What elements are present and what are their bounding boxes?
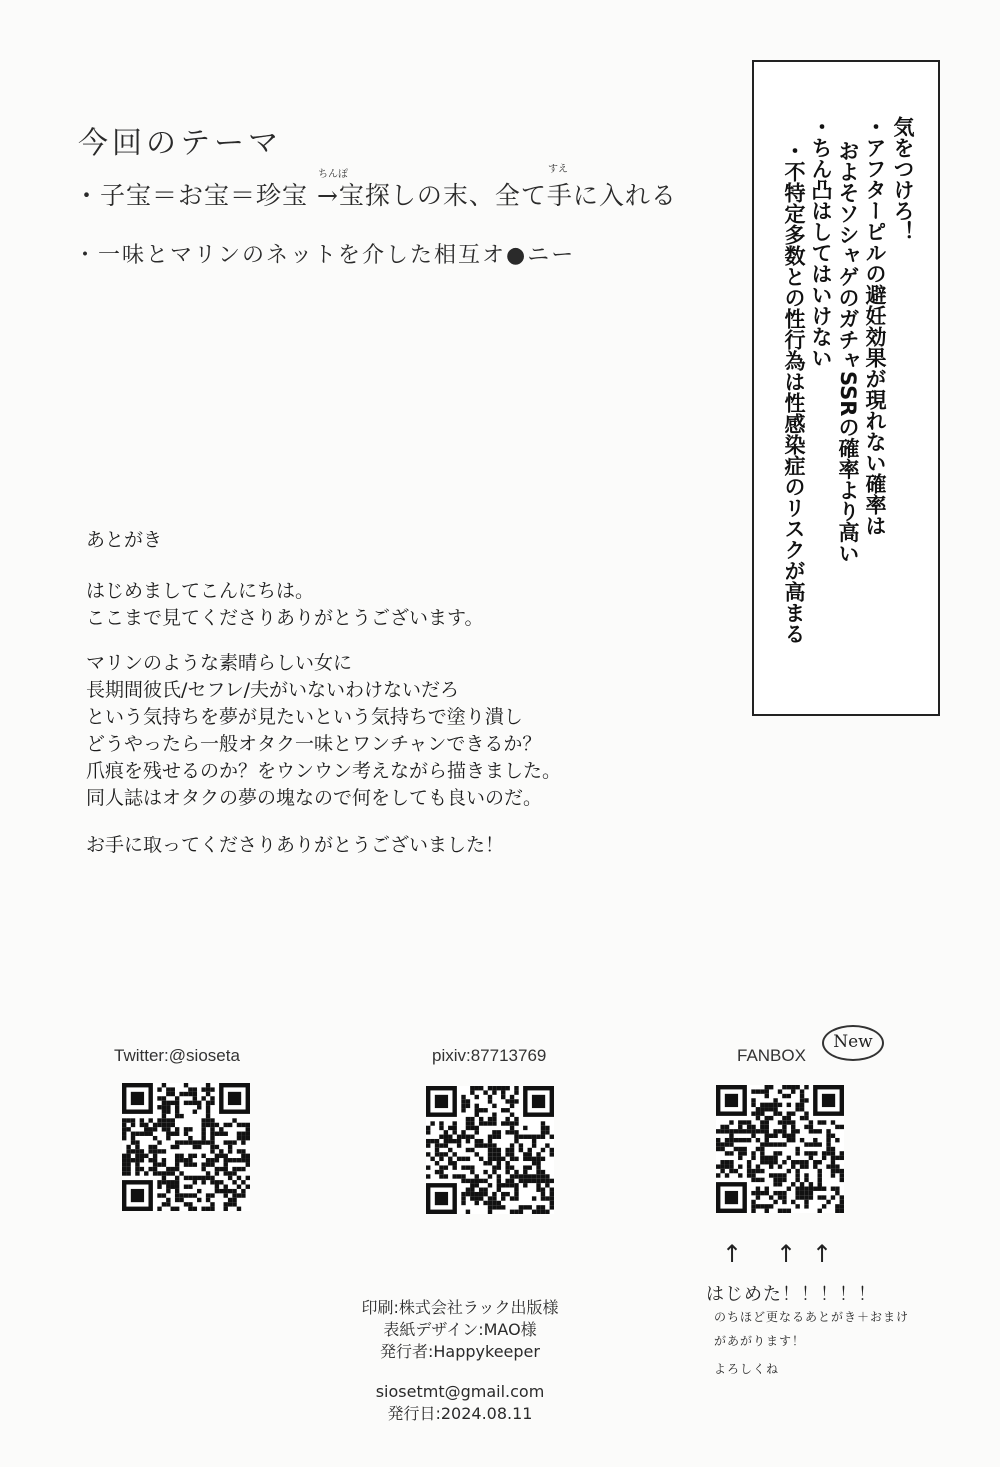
warning-heading: 気をつけろ！ xyxy=(891,116,915,242)
pixiv-label: pixiv:87713769 xyxy=(432,1046,547,1065)
up-arrow-icon: ↑ xyxy=(776,1240,797,1268)
fanbox-note-line-4: よろしくね xyxy=(714,1362,780,1376)
afterword-thanks: お手に取ってくださりありがとうございました！ xyxy=(86,834,505,856)
twitter-label: Twitter:@sioseta xyxy=(114,1046,240,1065)
colophon-printer: 印刷:株式会社ラック出版様 xyxy=(361,1298,559,1317)
pixiv-qr-code-icon[interactable] xyxy=(426,1086,554,1214)
up-arrow-icon: ↑ xyxy=(812,1240,833,1268)
warning-item-2: ・ちん凸はしてはいけない xyxy=(809,116,833,368)
new-badge: New xyxy=(822,1025,884,1061)
afterword-line: どうやったら一般オタク一味とワンチャンできるか？ xyxy=(86,733,542,755)
afterword-line: 爪痕を残せるのか？をウンウン考えながら描きました。 xyxy=(86,760,562,782)
up-arrow-icon: ↑ xyxy=(722,1240,743,1268)
afterword-line: 同人誌はオタクの夢の塊なので何をしても良いのだ。 xyxy=(86,787,543,809)
twitter-qr-code-icon[interactable] xyxy=(122,1083,250,1211)
warning-item-3: ・不特定多数との性行為は性感染症のリスクが高まる xyxy=(782,140,806,644)
fanbox-note-line-1: はじめた！！！！！ xyxy=(706,1284,877,1305)
afterword-title: あとがき xyxy=(86,529,163,551)
colophon-cover-design: 表紙デザイン:MAO様 xyxy=(383,1320,537,1339)
colophon-email[interactable]: siosetmt@gmail.com xyxy=(375,1382,545,1401)
theme-line-2: ・一味とマリンのネットを介した相互オ●ニー xyxy=(74,243,576,268)
theme-ruby-chinpo: ちんぽ xyxy=(318,169,348,180)
colophon-credits xyxy=(300,1297,620,1363)
warning-item-1: ・アフターピルの避妊効果が現れない確率は xyxy=(863,116,887,536)
fanbox-note-line-3: があがります！ xyxy=(714,1334,806,1348)
afterword-paragraph-2 xyxy=(86,650,561,812)
theme-ruby-sue: すえ xyxy=(548,164,568,175)
afterword-line: はじめましてこんにちは。 xyxy=(86,580,315,602)
afterword-line: ここまで見てくださりありがとうございます。 xyxy=(86,607,484,629)
afterword-line: という気持ちを夢が見たいという気持ちで塗り潰し xyxy=(86,706,523,728)
colophon-contact xyxy=(300,1381,620,1425)
colophon-publisher: 発行者:Happykeeper xyxy=(380,1342,540,1361)
afterword-line: 長期間彼氏/セフレ/夫がいないわけないだろ xyxy=(86,679,460,701)
fanbox-label: FANBOX xyxy=(737,1046,806,1065)
theme-title: 今回のテーマ xyxy=(78,126,282,161)
afterword-line: マリンのような素晴らしい女に xyxy=(86,652,353,674)
fanbox-qr-code-icon[interactable] xyxy=(716,1085,844,1213)
theme-line-1: ・子宝＝お宝＝珍宝 →宝探しの末、全て手に入れる xyxy=(74,181,677,210)
afterword-paragraph-1 xyxy=(86,578,483,632)
colophon-date: 発行日:2024.08.11 xyxy=(387,1404,533,1423)
fanbox-note-line-2: のちほど更なるあとがき＋おまけ xyxy=(714,1310,910,1324)
warning-item-1-cont: およそソシャゲのガチャSSRの確率より高い xyxy=(836,140,860,564)
